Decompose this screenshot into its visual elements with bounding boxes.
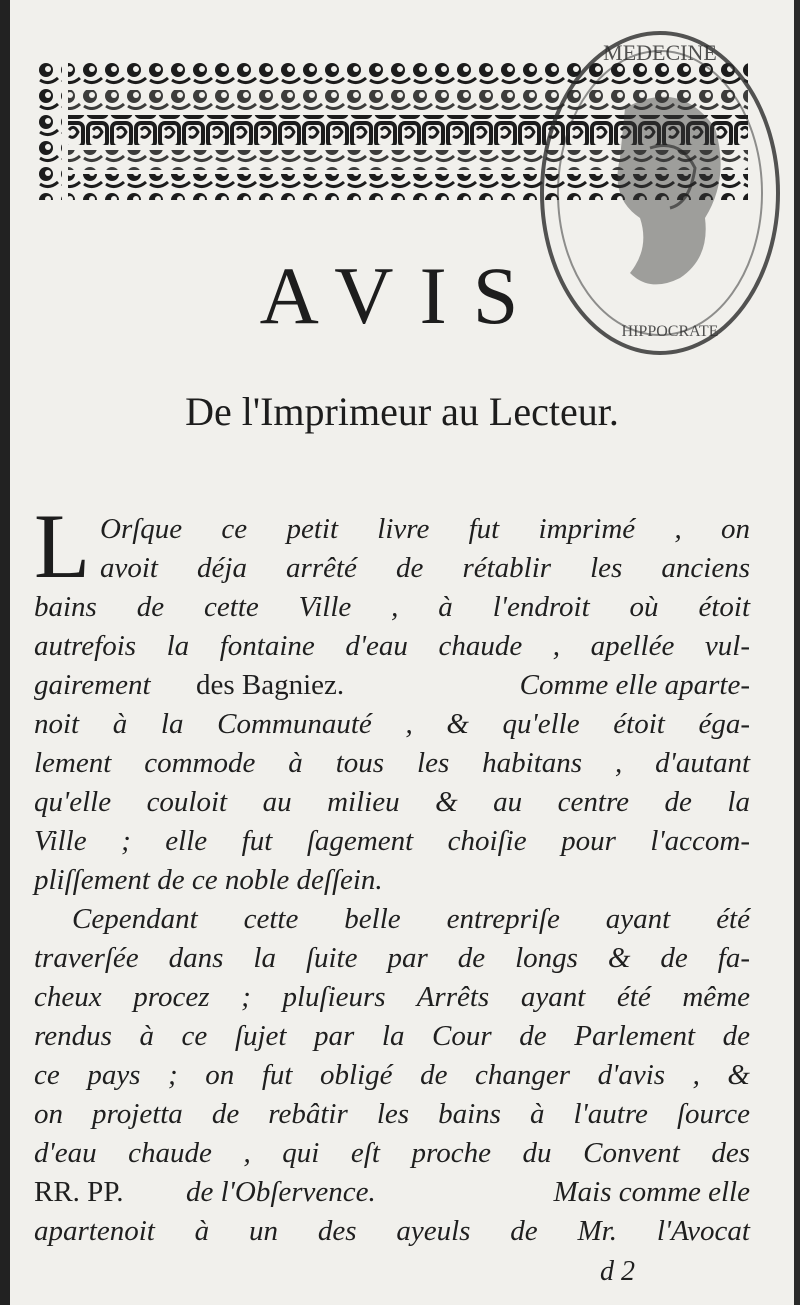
book-page [10,0,794,1305]
text-line: de l'Obſervence. [186,1176,376,1208]
text-line: ce pays ; on fut obligé de changer d'avis , & [34,1059,750,1091]
text-line: bains de cette Ville , à l'endroit où étoit [34,591,750,623]
text-line: autrefois la fontaine d'eau chaude , apellée vul- [34,630,750,662]
text-line: lement commode à tous les habitans , d'autant [34,747,750,779]
text-line: traverſée dans la ſuite par de longs & de fa- [34,942,750,974]
text-line: Orſque ce petit livre fut imprimé , on [100,513,750,545]
text-line: on projetta de rebâtir les bains à l'autre ſource [34,1098,750,1130]
right-page-edge [794,0,800,1305]
text-line: rendus à ce ſujet par la Cour de Parlement de [34,1020,750,1052]
left-binding-shadow [0,0,10,1305]
signature-mark: d 2 [600,1256,635,1287]
text-line: RR. PP. [34,1176,124,1208]
stamp-text-top: MEDECINE [603,40,717,65]
text-line: Ville ; elle fut ſagement choiſie pour l'accom- [34,825,750,857]
stamp-text-bottom: HIPPOCRATE [621,323,719,340]
text-line: Mais comme elle [553,1176,750,1208]
text-line: gairement [34,669,151,701]
text-line: Cependant cette belle entrepriſe ayant été [72,903,750,935]
text-line: pliſſement de ce noble deſſein. [34,864,383,896]
text-line: apartenoit à un des ayeuls de Mr. l'Avocat [34,1215,750,1247]
text-line: Comme elle aparte- [519,669,750,701]
text-line: d'eau chaude , qui eſt proche du Convent des [34,1137,750,1169]
page-subtitle: De l'Imprimeur au Lecteur. [185,389,619,434]
text-line: avoit déja arrêté de rétablir les anciens [100,552,750,584]
text-line: qu'elle couloit au milieu & au centre de la [34,786,750,818]
text-line: cheux procez ; pluſieurs Arrêts ayant été même [34,981,750,1013]
text-line: des Bagniez. [196,669,345,701]
text-line: noit à la Communauté , & qu'elle étoit éga- [34,708,750,740]
page-title: AVIS [259,250,545,341]
drop-capital: L [34,495,91,597]
